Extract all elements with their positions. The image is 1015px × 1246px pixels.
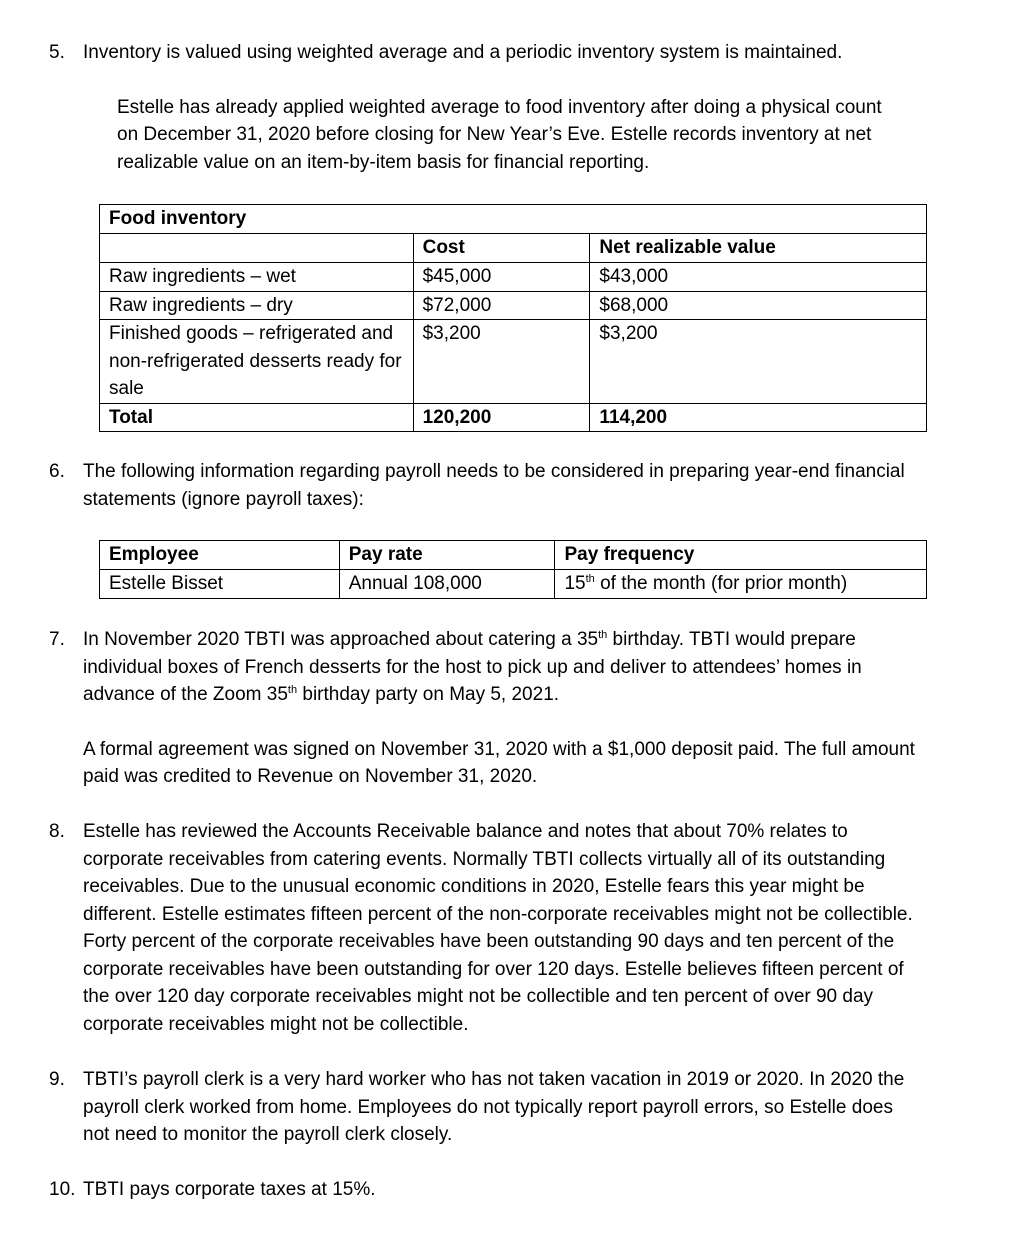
item-number: 5.	[49, 42, 65, 63]
item-5-text: Inventory is valued using weighted average and a periodic inventory system is maintained.	[83, 42, 843, 63]
total-label: Total	[100, 403, 414, 432]
item-7-paragraph-1: In November 2020 TBTI was approached about catering a 35th birthday. TBTI would prepare individual boxes of French desserts for the host to pick up and deliver to attendees’ homes in advance of the Zoom 35th birthday party on May 5, 2021.	[83, 629, 862, 705]
payroll-table	[99, 540, 927, 599]
table-row	[100, 263, 927, 292]
item-9-text: TBTI’s payroll clerk is a very hard worker who has not taken vacation in 2019 or 2020. In 2020 the payroll clerk worked from home. Employees do not typically report payroll errors, so Estelle does not need to monitor the payroll clerk closely.	[83, 1069, 905, 1145]
row-cost: $72,000	[413, 291, 590, 320]
item-number: 7.	[49, 629, 65, 650]
item-7-paragraph-2: A formal agreement was signed on November 31, 2020 with a $1,000 deposit paid. The full amount paid was credited to Revenue on November 31, 2020.	[83, 738, 915, 787]
row-nrv: $43,000	[590, 263, 927, 292]
table-title-row	[100, 205, 927, 234]
table-row	[100, 570, 927, 599]
row-item: Raw ingredients – dry	[100, 291, 414, 320]
food-inventory-table	[99, 204, 927, 432]
header-pay-frequency: Pay frequency	[555, 541, 927, 570]
header-cell-item	[100, 234, 414, 263]
table-header-row	[100, 234, 927, 263]
row-cost: $45,000	[413, 263, 590, 292]
header-cell-cost: Cost	[413, 234, 590, 263]
header-cell-nrv: Net realizable value	[590, 234, 927, 263]
item-5-paragraph: Estelle has already applied weighted average to food inventory after doing a physical count on December 31, 2020 before closing for New Year’s Eve. Estelle records inventory at net realizable value on an item-by-item basis for financial reporting.	[117, 96, 882, 173]
item-number: 10.	[49, 1179, 76, 1200]
item-10-text: TBTI pays corporate taxes at 15%.	[83, 1179, 376, 1200]
row-nrv: $3,200	[590, 320, 927, 404]
table-row	[100, 320, 927, 404]
pay-frequency: 15th of the month (for prior month)	[555, 570, 927, 599]
pay-rate: Annual 108,000	[339, 570, 555, 599]
row-item: Finished goods – refrigerated and non-refrigerated desserts ready for sale	[100, 320, 414, 404]
item-8-text: Estelle has reviewed the Accounts Receivable balance and notes that about 70% relates to corporate receivables from catering events. Normally TBTI collects virtually all of its outstanding receivables. Due to the unusual economic conditions in 2020, Estelle fears this year might be different. Estelle estimates fifteen percent of the non-corporate receivables might not be collectible. Forty percent of the corporate receivables have been outstanding 90 days and ten percent of the corporate receivables have been outstanding for over 120 days. Estelle believes fifteen percent of the over 120 day corporate receivables might not be collectible and ten percent of over 90 day corporate receivables might not be collectible.	[83, 821, 913, 1035]
row-cost: $3,200	[413, 320, 590, 404]
item-9	[49, 1066, 975, 1149]
total-cost: 120,200	[413, 403, 590, 432]
item-10	[49, 1176, 975, 1204]
item-number: 9.	[49, 1069, 65, 1090]
item-6	[49, 458, 975, 513]
table-title: Food inventory	[100, 205, 927, 234]
item-number: 8.	[49, 821, 65, 842]
table-row	[100, 291, 927, 320]
item-8	[49, 818, 975, 1038]
employee-name: Estelle Bisset	[100, 570, 340, 599]
row-nrv: $68,000	[590, 291, 927, 320]
item-5	[49, 39, 975, 176]
header-employee: Employee	[100, 541, 340, 570]
item-6-text: The following information regarding payroll needs to be considered in preparing year-end financial statements (ignore payroll taxes):	[83, 461, 905, 510]
item-7	[49, 626, 975, 791]
header-pay-rate: Pay rate	[339, 541, 555, 570]
table-total-row	[100, 403, 927, 432]
total-nrv: 114,200	[590, 403, 927, 432]
item-number: 6.	[49, 461, 65, 482]
row-item: Raw ingredients – wet	[100, 263, 414, 292]
payroll-header-row	[100, 541, 927, 570]
